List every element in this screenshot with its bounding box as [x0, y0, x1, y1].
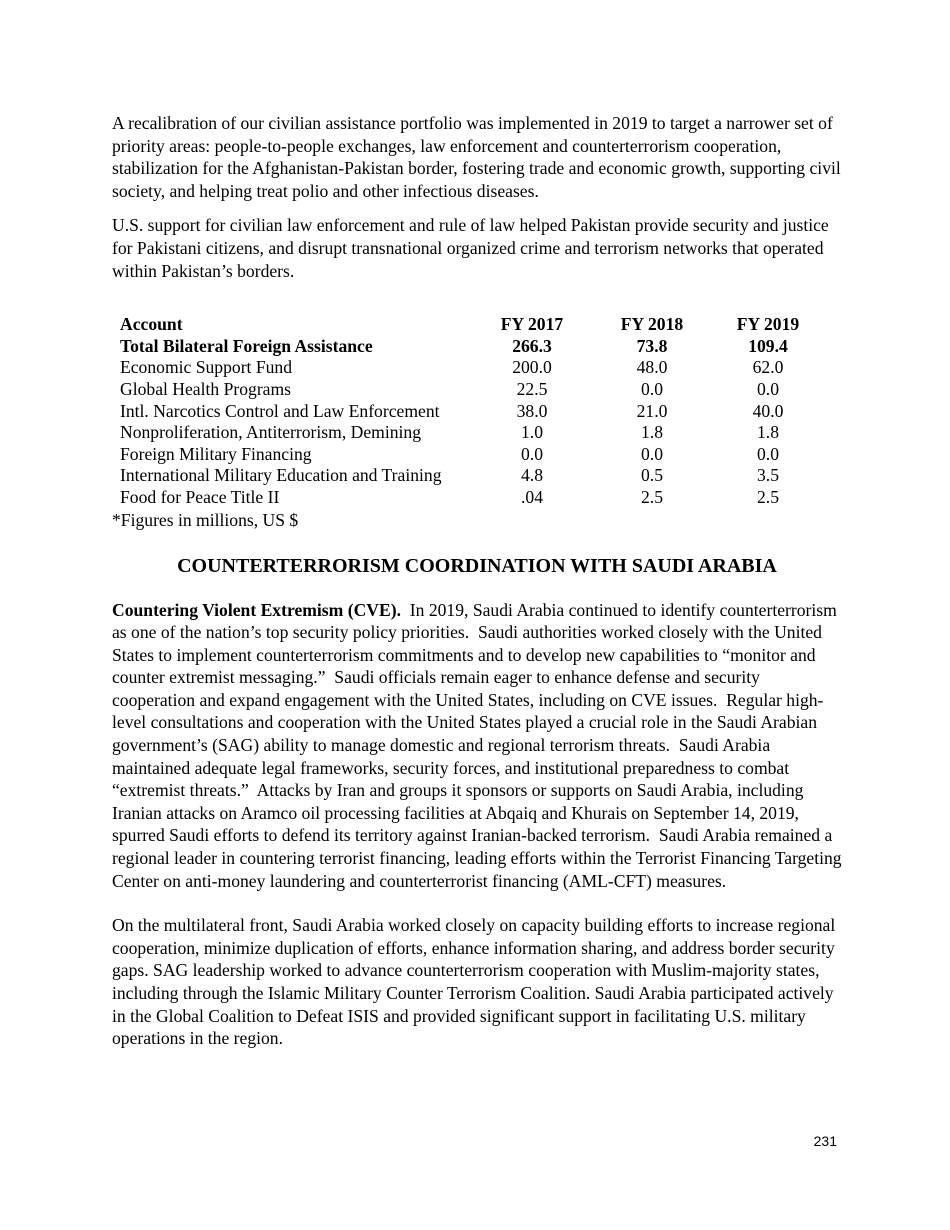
row-account: Food for Peace Title II	[120, 486, 280, 507]
cve-paragraph	[112, 599, 846, 893]
header-fy2017: FY 2017	[500, 314, 564, 335]
row-fy2017: 0.0	[521, 443, 543, 464]
document-page	[112, 112, 846, 1050]
assistance-table	[120, 314, 824, 508]
section-heading: COUNTERTERRORISM COORDINATION WITH SAUDI ARABIA	[177, 554, 777, 577]
row-fy2017: .04	[521, 486, 543, 507]
total-fy2018: 73.8	[636, 335, 668, 356]
row-fy2018: 0.5	[641, 465, 663, 486]
table-row	[120, 379, 824, 401]
table-row	[120, 422, 824, 444]
row-fy2018: 21.0	[636, 400, 668, 421]
row-fy2019: 2.5	[757, 486, 779, 507]
row-fy2019: 62.0	[752, 357, 784, 378]
row-fy2018: 2.5	[641, 486, 663, 507]
header-account: Account	[120, 314, 183, 335]
row-account: Intl. Narcotics Control and Law Enforcement	[120, 400, 440, 421]
row-account: Global Health Programs	[120, 378, 292, 399]
row-fy2019: 1.8	[757, 422, 779, 443]
multilateral-paragraph: On the multilateral front, Saudi Arabia worked closely on capacity building efforts to increase regional cooperation, minimize duplication of efforts, enhance information sharing, and address border security gaps. SAG leadership worked to advance counterterrorism cooperation with Muslim-majority states, including through the Islamic Military Counter Terrorism Coalition. Saudi Arabia participated actively in the Global Coalition to Defeat ISIS and provided significant support in facilitating U.S. military operations in the region.	[112, 915, 836, 1049]
table-footnote: *Figures in millions, US $	[112, 509, 299, 530]
total-fy2019: 109.4	[748, 335, 788, 356]
table-total-row	[120, 336, 824, 358]
table-row	[120, 465, 824, 487]
intro-paragraph-1: A recalibration of our civilian assistance portfolio was implemented in 2019 to target a narrower set of priority areas: people-to-people exchanges, law enforcement and counterterrorism cooperation, stabilization for the Afghanistan-Pakistan border, fostering trade and economic growth, supporting civil society, and helping treat polio and other infectious diseases.	[112, 113, 841, 201]
table-row	[120, 357, 824, 379]
intro-paragraph-2: U.S. support for civilian law enforcement and rule of law helped Pakistan provide security and justice for Pakistani citizens, and disrupt transnational organized crime and terrorism networks that operated within Pakistan’s borders.	[112, 215, 829, 281]
header-fy2019: FY 2019	[736, 314, 800, 335]
row-account: Foreign Military Financing	[120, 443, 312, 464]
row-fy2017: 1.0	[521, 422, 543, 443]
row-account: International Military Education and Training	[120, 465, 442, 486]
row-fy2019: 0.0	[757, 378, 779, 399]
row-fy2018: 1.8	[641, 422, 663, 443]
row-fy2017: 38.0	[516, 400, 548, 421]
table-row	[120, 487, 824, 509]
row-fy2017: 200.0	[512, 357, 552, 378]
row-fy2019: 40.0	[752, 400, 784, 421]
cve-lead: Countering Violent Extremism (CVE).	[112, 599, 401, 620]
row-fy2018: 48.0	[636, 357, 668, 378]
table-row	[120, 401, 824, 423]
total-label: Total Bilateral Foreign Assistance	[120, 335, 373, 356]
row-fy2018: 0.0	[641, 443, 663, 464]
row-account: Nonproliferation, Antiterrorism, Demining	[120, 422, 421, 443]
table-row	[120, 444, 824, 466]
header-fy2018: FY 2018	[620, 314, 684, 335]
row-fy2017: 4.8	[521, 465, 543, 486]
total-fy2017: 266.3	[512, 335, 552, 356]
row-account: Economic Support Fund	[120, 357, 293, 378]
row-fy2017: 22.5	[516, 378, 548, 399]
table-header-row	[120, 314, 824, 336]
cve-text: In 2019, Saudi Arabia continued to identify counterterrorism as one of the nation’s top security policy priorities. Saudi authorities worked closely with the United States to implement counterterrorism commitments and to develop new capabilities to “monitor and counter extremist messaging.” Saudi officials remain eager to enhance defense and security cooperation and expand engagement with the United States, including on CVE issues. Regular high-level consultations and cooperation with the United States played a crucial role in the Saudi Arabian government’s (SAG) ability to manage domestic and regional terrorism threats. Saudi Arabia maintained adequate legal frameworks, security forces, and institutional preparedness to combat “extremist threats.” Attacks by Iran and groups it sponsors or supports on Saudi Arabia, including Iranian attacks on Aramco oil processing facilities at Abqaiq and Khurais on September 14, 2019, spurred Saudi efforts to defend its territory against Iranian-backed terrorism. Saudi Arabia remained a regional leader in countering terrorist financing, leading efforts within the Terrorist Financing Targeting Center on anti-money laundering and counterterrorist financing (AML-CFT) measures.	[112, 599, 846, 891]
row-fy2018: 0.0	[641, 378, 663, 399]
row-fy2019: 0.0	[757, 443, 779, 464]
page-number: 231	[813, 1133, 837, 1149]
row-fy2019: 3.5	[757, 465, 779, 486]
